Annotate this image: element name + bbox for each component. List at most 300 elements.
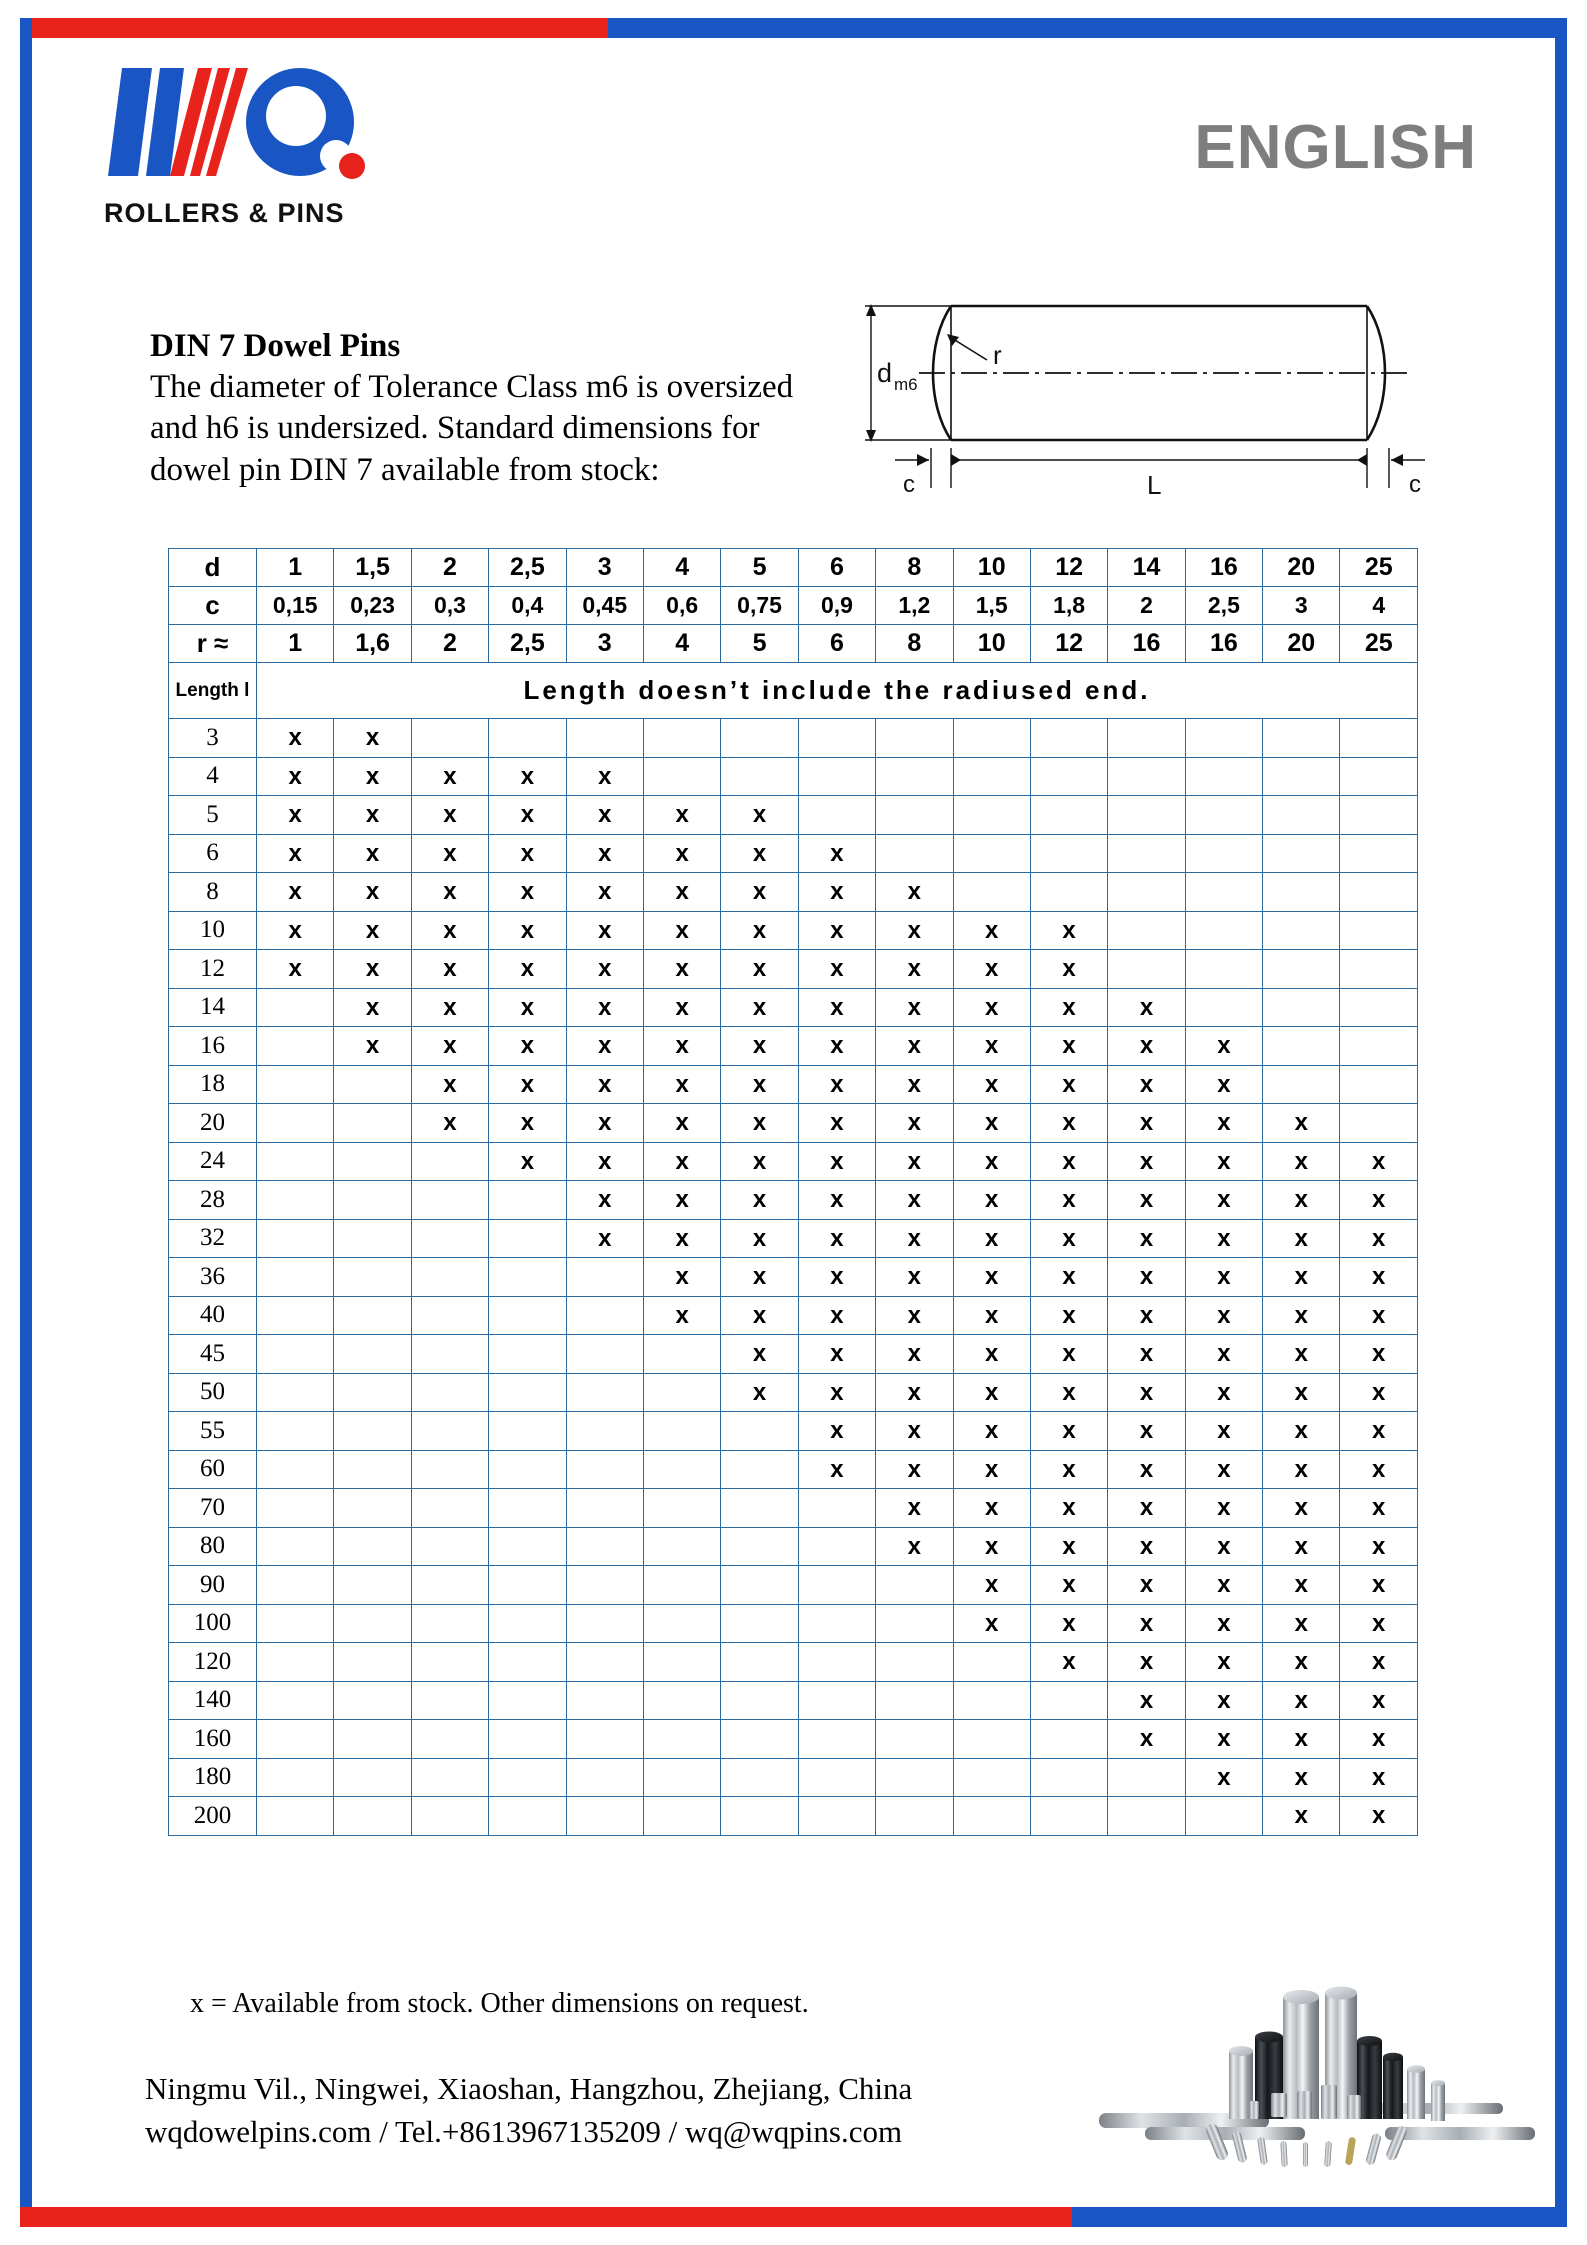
availability-empty: [334, 1681, 411, 1720]
availability-mark: x: [566, 796, 643, 835]
drawing-label-chamfer-right: c: [1409, 471, 1421, 498]
availability-mark: x: [1030, 1489, 1107, 1528]
availability-mark: x: [1340, 1797, 1418, 1836]
availability-empty: [334, 1181, 411, 1220]
availability-empty: [721, 1797, 798, 1836]
availability-mark: x: [1340, 1758, 1418, 1797]
table-row: [169, 1489, 1418, 1528]
availability-mark: x: [953, 1296, 1030, 1335]
availability-mark: x: [1108, 1181, 1185, 1220]
availability-mark: x: [1108, 1335, 1185, 1374]
availability-mark: x: [566, 757, 643, 796]
availability-empty: [643, 1720, 720, 1759]
availability-mark: x: [334, 988, 411, 1027]
availability-mark: x: [798, 1104, 875, 1143]
availability-empty: [876, 1797, 953, 1836]
drawing-label-diameter: d: [877, 358, 893, 388]
availability-mark: x: [411, 834, 488, 873]
table-row: [169, 1797, 1418, 1836]
availability-mark: x: [411, 1065, 488, 1104]
availability-mark: x: [257, 911, 334, 950]
availability-mark: x: [953, 1566, 1030, 1605]
availability-empty: [643, 1527, 720, 1566]
availability-mark: x: [257, 873, 334, 912]
table-row: [169, 1643, 1418, 1682]
availability-mark: x: [1185, 1181, 1262, 1220]
availability-empty: [411, 1566, 488, 1605]
availability-mark: x: [1030, 1142, 1107, 1181]
availability-mark: x: [489, 1065, 566, 1104]
radius-value: 16: [1108, 625, 1185, 663]
availability-mark: x: [876, 1450, 953, 1489]
availability-empty: [411, 1219, 488, 1258]
availability-empty: [1263, 1027, 1340, 1066]
availability-empty: [798, 719, 875, 758]
availability-mark: x: [1185, 1104, 1262, 1143]
length-value: 36: [169, 1258, 257, 1297]
availability-mark: x: [876, 1489, 953, 1528]
availability-mark: x: [1340, 1450, 1418, 1489]
availability-empty: [1185, 1797, 1262, 1836]
radius-value: 25: [1340, 625, 1418, 663]
availability-mark: x: [876, 1258, 953, 1297]
availability-empty: [411, 719, 488, 758]
availability-mark: x: [1030, 1181, 1107, 1220]
availability-mark: x: [1185, 1681, 1262, 1720]
radius-value: 20: [1263, 625, 1340, 663]
availability-empty: [566, 1527, 643, 1566]
availability-empty: [334, 1489, 411, 1528]
availability-empty: [489, 1296, 566, 1335]
availability-empty: [334, 1258, 411, 1297]
availability-empty: [953, 1720, 1030, 1759]
availability-empty: [489, 1373, 566, 1412]
availability-mark: x: [953, 1604, 1030, 1643]
availability-mark: x: [489, 1142, 566, 1181]
availability-empty: [1108, 719, 1185, 758]
availability-empty: [876, 1643, 953, 1682]
availability-empty: [334, 1566, 411, 1605]
availability-mark: x: [798, 1181, 875, 1220]
length-value: 32: [169, 1219, 257, 1258]
radius-value: 4: [643, 625, 720, 663]
availability-empty: [411, 1412, 488, 1451]
availability-mark: x: [1263, 1219, 1340, 1258]
length-value: 12: [169, 950, 257, 989]
frame-bottom-blue-segment: [1072, 2207, 1567, 2227]
availability-empty: [953, 757, 1030, 796]
availability-empty: [953, 1681, 1030, 1720]
availability-empty: [643, 719, 720, 758]
availability-mark: x: [1030, 1065, 1107, 1104]
availability-empty: [411, 1181, 488, 1220]
availability-mark: x: [876, 1181, 953, 1220]
availability-empty: [257, 1412, 334, 1451]
length-value: 180: [169, 1758, 257, 1797]
contact-block: [145, 2068, 912, 2154]
availability-mark: x: [1108, 1104, 1185, 1143]
availability-mark: x: [953, 911, 1030, 950]
table-row: [169, 1219, 1418, 1258]
availability-empty: [1340, 757, 1418, 796]
availability-empty: [566, 1296, 643, 1335]
availability-mark: x: [643, 1296, 720, 1335]
availability-mark: x: [953, 1489, 1030, 1528]
availability-mark: x: [721, 1296, 798, 1335]
availability-mark: x: [721, 1104, 798, 1143]
availability-empty: [643, 1489, 720, 1528]
availability-mark: x: [1030, 1643, 1107, 1682]
availability-mark: x: [411, 911, 488, 950]
radius-label: r ≈: [169, 625, 257, 663]
availability-mark: x: [953, 1104, 1030, 1143]
availability-mark: x: [566, 873, 643, 912]
availability-empty: [1340, 911, 1418, 950]
availability-empty: [1108, 1797, 1185, 1836]
availability-empty: [257, 1296, 334, 1335]
availability-mark: x: [1263, 1681, 1340, 1720]
availability-empty: [1030, 1758, 1107, 1797]
availability-empty: [489, 1258, 566, 1297]
radius-value: 8: [876, 625, 953, 663]
length-value: 100: [169, 1604, 257, 1643]
availability-mark: x: [1185, 1758, 1262, 1797]
availability-mark: x: [721, 1027, 798, 1066]
availability-mark: x: [1108, 1527, 1185, 1566]
availability-empty: [1263, 1065, 1340, 1104]
availability-empty: [1185, 796, 1262, 835]
frame-top-blue-segment: [608, 18, 1567, 38]
availability-empty: [876, 719, 953, 758]
availability-empty: [721, 1758, 798, 1797]
table-row: [169, 950, 1418, 989]
availability-empty: [721, 757, 798, 796]
diameter-value: 6: [798, 549, 875, 587]
availability-mark: x: [953, 988, 1030, 1027]
availability-empty: [798, 1489, 875, 1528]
availability-empty: [489, 719, 566, 758]
availability-empty: [721, 1643, 798, 1682]
diameter-value: 1,5: [334, 549, 411, 587]
availability-empty: [721, 1489, 798, 1528]
availability-mark: x: [1263, 1758, 1340, 1797]
length-value: 200: [169, 1797, 257, 1836]
availability-mark: x: [876, 950, 953, 989]
availability-empty: [334, 1142, 411, 1181]
frame-top-red-segment: [20, 18, 608, 38]
availability-mark: x: [721, 911, 798, 950]
availability-empty: [798, 757, 875, 796]
language-badge: ENGLISH: [1194, 113, 1477, 182]
availability-mark: x: [1185, 1566, 1262, 1605]
radius-value: 5: [721, 625, 798, 663]
diameter-value: 5: [721, 549, 798, 587]
availability-mark: x: [876, 873, 953, 912]
availability-mark: x: [1340, 1489, 1418, 1528]
availability-mark: x: [566, 1104, 643, 1143]
page-title: DIN 7 Dowel Pins: [150, 328, 401, 364]
availability-mark: x: [1185, 1643, 1262, 1682]
length-value: 120: [169, 1643, 257, 1682]
availability-empty: [1108, 1758, 1185, 1797]
availability-empty: [411, 1142, 488, 1181]
contact-web-phone-email: wqdowelpins.com / Tel.+8613967135209 / wq@wqpins.com: [145, 2113, 903, 2149]
availability-empty: [643, 1450, 720, 1489]
radius-value: 6: [798, 625, 875, 663]
availability-empty: [721, 1412, 798, 1451]
table-row: [169, 834, 1418, 873]
table-row: [169, 1027, 1418, 1066]
table-row: [169, 719, 1418, 758]
availability-empty: [334, 1758, 411, 1797]
availability-empty: [643, 1681, 720, 1720]
availability-empty: [1108, 911, 1185, 950]
availability-mark: x: [1185, 1065, 1262, 1104]
radius-value: 2: [411, 625, 488, 663]
availability-empty: [1030, 757, 1107, 796]
availability-mark: x: [876, 1527, 953, 1566]
availability-empty: [643, 1797, 720, 1836]
availability-empty: [566, 1720, 643, 1759]
availability-mark: x: [489, 757, 566, 796]
availability-mark: x: [1108, 1450, 1185, 1489]
availability-empty: [953, 1797, 1030, 1836]
availability-mark: x: [876, 911, 953, 950]
availability-empty: [489, 1643, 566, 1682]
availability-mark: x: [798, 873, 875, 912]
availability-mark: x: [643, 1027, 720, 1066]
availability-mark: x: [334, 1027, 411, 1066]
availability-mark: x: [1185, 1258, 1262, 1297]
availability-empty: [411, 1489, 488, 1528]
availability-mark: x: [1030, 1412, 1107, 1451]
availability-mark: x: [1185, 1412, 1262, 1451]
availability-mark: x: [1185, 1219, 1262, 1258]
table-row: [169, 911, 1418, 950]
availability-empty: [334, 1643, 411, 1682]
availability-empty: [876, 834, 953, 873]
availability-empty: [411, 1296, 488, 1335]
availability-empty: [798, 1758, 875, 1797]
availability-mark: x: [1340, 1373, 1418, 1412]
availability-mark: x: [1108, 1219, 1185, 1258]
chamfer-value: 2,5: [1185, 587, 1262, 625]
availability-mark: x: [1340, 1181, 1418, 1220]
diameter-value: 4: [643, 549, 720, 587]
chamfer-value: 0,75: [721, 587, 798, 625]
availability-mark: x: [643, 796, 720, 835]
availability-empty: [643, 1566, 720, 1605]
brand-tagline: ROLLERS & PINS: [104, 198, 345, 228]
radius-value: 1,6: [334, 625, 411, 663]
availability-mark: x: [566, 988, 643, 1027]
availability-mark: x: [643, 873, 720, 912]
availability-empty: [953, 796, 1030, 835]
length-column-header: Length l: [169, 663, 257, 719]
availability-mark: x: [1340, 1142, 1418, 1181]
diameter-value: 8: [876, 549, 953, 587]
length-value: 16: [169, 1027, 257, 1066]
availability-mark: x: [1108, 1027, 1185, 1066]
availability-mark: x: [643, 1258, 720, 1297]
availability-empty: [257, 1566, 334, 1605]
availability-mark: x: [1108, 1412, 1185, 1451]
availability-empty: [1263, 988, 1340, 1027]
availability-mark: x: [643, 834, 720, 873]
availability-mark: x: [1263, 1296, 1340, 1335]
length-value: 14: [169, 988, 257, 1027]
availability-empty: [1030, 873, 1107, 912]
availability-mark: x: [1185, 1489, 1262, 1528]
availability-empty: [1185, 950, 1262, 989]
table-row: [169, 1258, 1418, 1297]
availability-empty: [1340, 950, 1418, 989]
availability-empty: [1108, 834, 1185, 873]
availability-mark: x: [1030, 1219, 1107, 1258]
availability-empty: [257, 1758, 334, 1797]
availability-mark: x: [1340, 1604, 1418, 1643]
availability-mark: x: [798, 988, 875, 1027]
availability-empty: [1340, 1104, 1418, 1143]
availability-empty: [566, 1681, 643, 1720]
availability-mark: x: [334, 950, 411, 989]
availability-empty: [411, 1450, 488, 1489]
length-value: 60: [169, 1450, 257, 1489]
availability-mark: x: [411, 988, 488, 1027]
availability-mark: x: [566, 1065, 643, 1104]
length-value: 70: [169, 1489, 257, 1528]
chamfer-value: 0,4: [489, 587, 566, 625]
table-row: [169, 1373, 1418, 1412]
availability-mark: x: [721, 1219, 798, 1258]
availability-mark: x: [1030, 1104, 1107, 1143]
chamfer-value: 0,3: [411, 587, 488, 625]
availability-empty: [489, 1181, 566, 1220]
availability-mark: x: [798, 1258, 875, 1297]
availability-empty: [257, 1142, 334, 1181]
availability-empty: [643, 1412, 720, 1451]
availability-empty: [566, 1758, 643, 1797]
diameter-value: 20: [1263, 549, 1340, 587]
availability-mark: x: [1030, 1296, 1107, 1335]
chamfer-value: 1,2: [876, 587, 953, 625]
availability-mark: x: [1108, 1566, 1185, 1605]
availability-mark: x: [953, 1373, 1030, 1412]
availability-mark: x: [489, 950, 566, 989]
availability-mark: x: [1108, 1489, 1185, 1528]
availability-mark: x: [953, 950, 1030, 989]
diameter-value: 25: [1340, 549, 1418, 587]
availability-empty: [721, 1720, 798, 1759]
availability-empty: [643, 1643, 720, 1682]
availability-mark: x: [721, 1142, 798, 1181]
availability-empty: [334, 1797, 411, 1836]
availability-empty: [489, 1219, 566, 1258]
availability-mark: x: [1108, 1643, 1185, 1682]
availability-empty: [1340, 796, 1418, 835]
availability-empty: [334, 1373, 411, 1412]
radius-value: 2,5: [489, 625, 566, 663]
availability-mark: x: [876, 1296, 953, 1335]
availability-empty: [1263, 834, 1340, 873]
availability-empty: [411, 1643, 488, 1682]
availability-mark: x: [1030, 1566, 1107, 1605]
dowel-pin-technical-drawing: [855, 282, 1455, 502]
availability-empty: [411, 1681, 488, 1720]
availability-mark: x: [876, 1412, 953, 1451]
availability-empty: [257, 1720, 334, 1759]
availability-mark: x: [721, 1181, 798, 1220]
availability-mark: x: [1108, 1258, 1185, 1297]
availability-mark: x: [953, 1027, 1030, 1066]
diameter-value: 2: [411, 549, 488, 587]
availability-empty: [643, 1373, 720, 1412]
diameter-value: 10: [953, 549, 1030, 587]
drawing-label-diameter-subscript: m6: [894, 375, 918, 394]
availability-empty: [1263, 796, 1340, 835]
availability-empty: [257, 1797, 334, 1836]
availability-mark: x: [566, 1142, 643, 1181]
availability-mark: x: [721, 1258, 798, 1297]
availability-mark: x: [953, 1142, 1030, 1181]
company-logo: [104, 62, 404, 182]
availability-empty: [1263, 911, 1340, 950]
spec-table-container: [168, 548, 1418, 1836]
availability-empty: [1340, 719, 1418, 758]
availability-empty: [566, 1566, 643, 1605]
availability-empty: [798, 1797, 875, 1836]
availability-empty: [1030, 796, 1107, 835]
table-row: [169, 796, 1418, 835]
availability-empty: [411, 1720, 488, 1759]
availability-mark: x: [798, 1065, 875, 1104]
chamfer-value: 0,15: [257, 587, 334, 625]
availability-mark: x: [1185, 1527, 1262, 1566]
availability-mark: x: [1340, 1720, 1418, 1759]
availability-empty: [798, 796, 875, 835]
length-value: 90: [169, 1566, 257, 1605]
availability-empty: [334, 1720, 411, 1759]
availability-mark: x: [1108, 1373, 1185, 1412]
availability-empty: [257, 1643, 334, 1682]
frame-bottom-red-segment: [20, 2207, 1072, 2227]
table-row: [169, 1450, 1418, 1489]
headline-block: [150, 326, 810, 492]
diameter-value: 1: [257, 549, 334, 587]
availability-mark: x: [489, 873, 566, 912]
availability-empty: [798, 1681, 875, 1720]
availability-mark: x: [1263, 1450, 1340, 1489]
availability-empty: [953, 719, 1030, 758]
availability-empty: [1340, 1027, 1418, 1066]
availability-mark: x: [1185, 1296, 1262, 1335]
availability-empty: [257, 1681, 334, 1720]
availability-mark: x: [643, 1142, 720, 1181]
availability-empty: [1185, 911, 1262, 950]
availability-mark: x: [1030, 1527, 1107, 1566]
table-row: [169, 1604, 1418, 1643]
radius-row: [169, 625, 1418, 663]
availability-empty: [411, 1335, 488, 1374]
availability-empty: [953, 1758, 1030, 1797]
availability-empty: [1108, 796, 1185, 835]
availability-mark: x: [1263, 1335, 1340, 1374]
availability-mark: x: [1108, 1065, 1185, 1104]
availability-mark: x: [489, 911, 566, 950]
availability-mark: x: [643, 911, 720, 950]
availability-empty: [1030, 1720, 1107, 1759]
availability-mark: x: [798, 1450, 875, 1489]
